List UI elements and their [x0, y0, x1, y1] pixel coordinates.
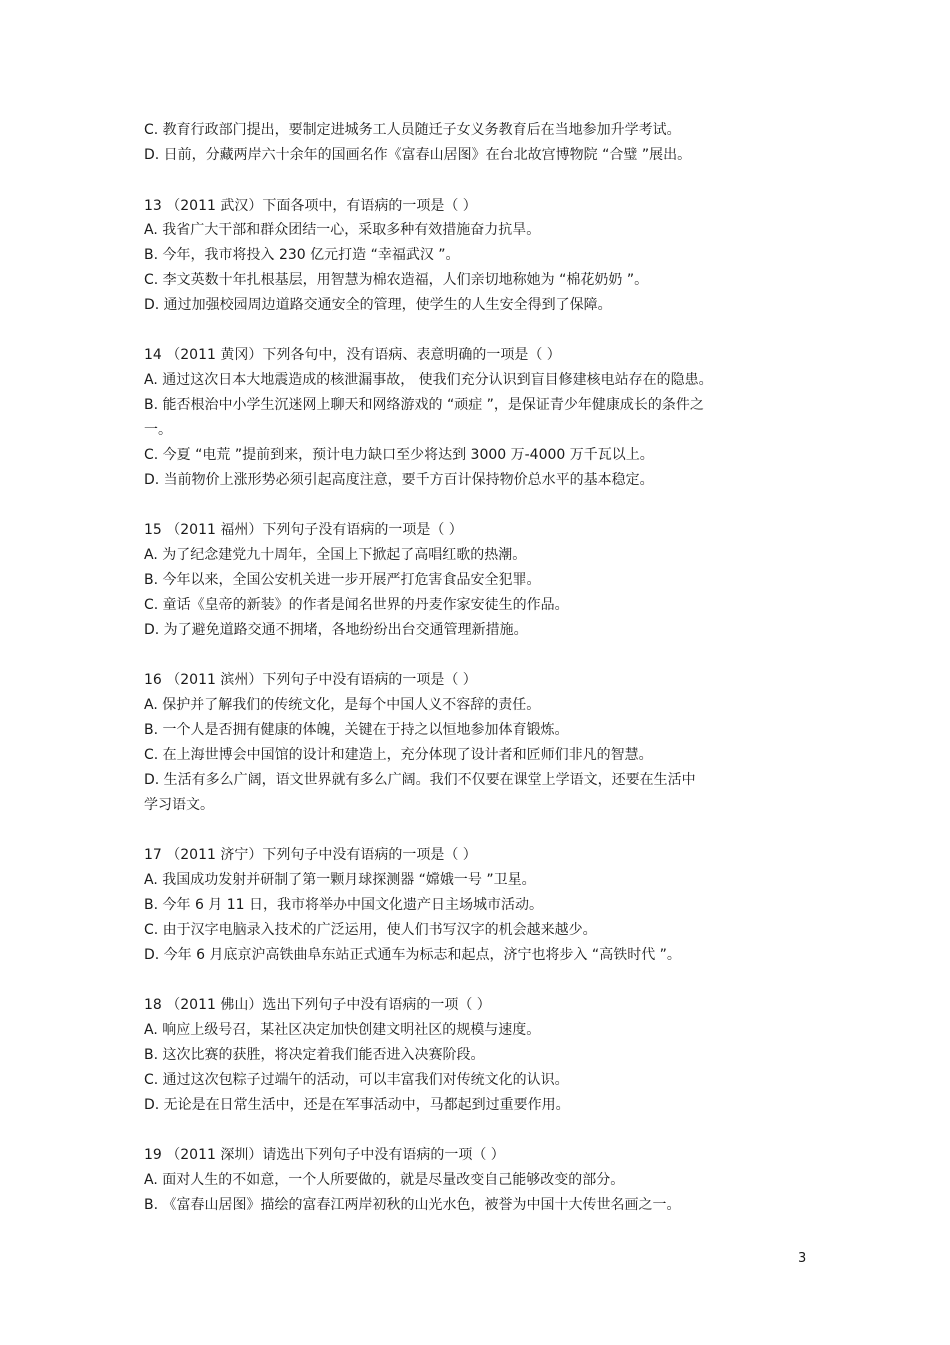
q14-option-d: D. 当前物价上涨形势必须引起高度注意，要千方百计保持物价总水平的基本稳定。: [144, 472, 654, 488]
q18-option-d: D. 无论是在日常生活中，还是在军事活动中，马都起到过重要作用。: [144, 1097, 570, 1113]
page-number: 3: [798, 1251, 807, 1266]
question-14-stem: 14 （2011 黄冈）下列各句中，没有语病、表意明确的一项是（ ）: [144, 347, 561, 363]
q14-option-c: C. 今夏 “电荒 ”提前到来，预计电力缺口至少将达到 3000 万-4000 万千瓦以上。: [144, 447, 654, 463]
question-19-stem: 19 （2011 深圳）请选出下列句子中没有语病的一项（ ）: [144, 1147, 505, 1163]
q19-option-b: B. 《富春山居图》描绘的富春江两岸初秋的山光水色，被誉为中国十大传世名画之一。: [144, 1197, 681, 1213]
q17-option-b: B. 今年 6 月 11 日，我市将举办中国文化遗产日主场城市活动。: [144, 897, 544, 913]
q18-option-a: A. 响应上级号召，某社区决定加快创建文明社区的规模与速度。: [144, 1022, 541, 1038]
q17-option-c: C. 由于汉字电脑录入技术的广泛运用，使人们书写汉字的机会越来越少。: [144, 922, 597, 938]
q18-option-b: B. 这次比赛的获胜，将决定着我们能否进入决赛阶段。: [144, 1047, 485, 1063]
q16-option-d: D. 生活有多么广阔，语文世界就有多么广阔。我们不仅要在课堂上学语文，还要在生活中: [144, 772, 696, 788]
q16-option-c: C. 在上海世博会中国馆的设计和建造上，充分体现了设计者和匠师们非凡的智慧。: [144, 747, 653, 763]
option-d-prev: D. 日前，分藏两岸六十余年的国画名作《富春山居图》在台北故宫博物院 “合璧 ”展出。: [144, 147, 692, 163]
q18-option-c: C. 通过这次包粽子过端午的活动，可以丰富我们对传统文化的认识。: [144, 1072, 569, 1088]
question-16-stem: 16 （2011 滨州）下列句子中没有语病的一项是（ ）: [144, 672, 477, 688]
q15-option-c: C. 童话《皇帝的新装》的作者是闻名世界的丹麦作家安徒生的作品。: [144, 597, 569, 613]
q17-option-a: A. 我国成功发射并研制了第一颗月球探测器 “嫦娥一号 ”卫星。: [144, 872, 536, 888]
q15-option-a: A. 为了纪念建党九十周年，全国上下掀起了高唱红歌的热潮。: [144, 547, 527, 563]
question-18-stem: 18 （2011 佛山）选出下列句子中没有语病的一项（ ）: [144, 997, 491, 1013]
q13-option-a: A. 我省广大干部和群众团结一心，采取多种有效措施奋力抗旱。: [144, 222, 541, 238]
q13-option-c: C. 李文英数十年扎根基层，用智慧为棉农造福，人们亲切地称她为 “棉花奶奶 ”。: [144, 272, 649, 288]
q14-option-a: A. 通过这次日本大地震造成的核泄漏事故， 使我们充分认识到盲目修建核电站存在的隐患。: [144, 372, 713, 388]
q19-option-a: A. 面对人生的不如意，一个人所要做的，就是尽量改变自己能够改变的部分。: [144, 1172, 625, 1188]
q14-option-b: B. 能否根治中小学生沉迷网上聊天和网络游戏的 “顽症 ”，是保证青少年健康成长的条件之: [144, 397, 704, 413]
question-15-stem: 15 （2011 福州）下列句子没有语病的一项是（ ）: [144, 522, 463, 538]
question-17-stem: 17 （2011 济宁）下列句子中没有语病的一项是（ ）: [144, 847, 477, 863]
q13-option-b: B. 今年，我市将投入 230 亿元打造 “幸福武汉 ”。: [144, 247, 460, 263]
q15-option-b: B. 今年以来，全国公安机关进一步开展严打危害食品安全犯罪。: [144, 572, 541, 588]
option-c-prev: C. 教育行政部门提出，要制定进城务工人员随迁子女义务教育后在当地参加升学考试。: [144, 122, 681, 138]
q17-option-d: D. 今年 6 月底京沪高铁曲阜东站正式通车为标志和起点，济宁也将步入 “高铁时代 ”。: [144, 947, 681, 963]
q14-option-b-cont: 一。: [144, 422, 172, 438]
q16-option-a: A. 保护并了解我们的传统文化，是每个中国人义不容辞的责任。: [144, 697, 541, 713]
q15-option-d: D. 为了避免道路交通不拥堵，各地纷纷出台交通管理新措施。: [144, 622, 528, 638]
q16-option-b: B. 一个人是否拥有健康的体魄，关键在于持之以恒地参加体育锻炼。: [144, 722, 569, 738]
q13-option-d: D. 通过加强校园周边道路交通安全的管理，使学生的人生安全得到了保障。: [144, 297, 612, 313]
q16-option-d-cont: 学习语文。: [144, 797, 214, 813]
question-13-stem: 13 （2011 武汉）下面各项中，有语病的一项是（ ）: [144, 198, 477, 214]
